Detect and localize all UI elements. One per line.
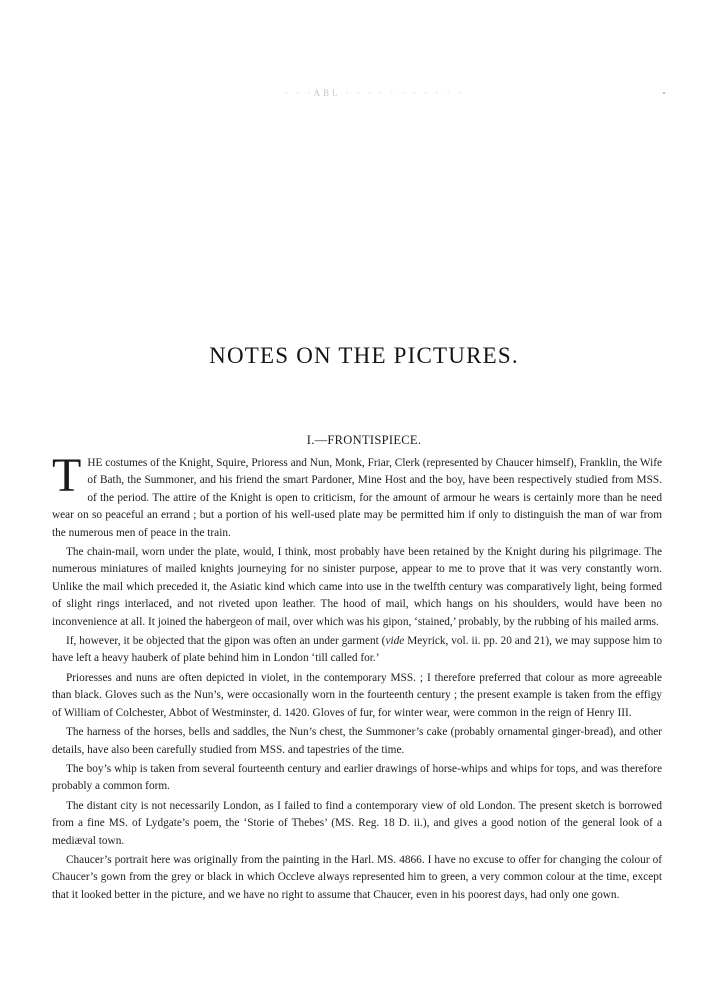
paragraph-costumes	[52, 449, 662, 542]
paragraph-text-part: If, however, it be objected that the gipon was often an under garment (	[66, 635, 386, 648]
paragraph-prioresses: Prioresses and nuns are often depicted in violet, in the contemporary MSS. ; I therefore preferred that colour as more agreeable than black. Gloves such as the Nun’s, were occasionally worn in the fourteenth century ; the present example is taken from the effigy of William of Colchester, Abbot of Westminster, d. 1420. Gloves of fur, for winter wear, were common in the reign of Henry III.	[52, 671, 662, 719]
paragraph-gipon	[52, 633, 662, 668]
paragraph-portrait: Chaucer’s portrait here was originally from the painting in the Harl. MS. 4866. I have no excuse to offer for changing the colour of Chaucer’s gown from the grey or black in which Occleve always represented him to green, a very common colour at the time, except that it looked better in the picture, and we have no right to assume that Chaucer, even in his poorest days, had only one gown.	[52, 853, 662, 901]
paragraph-text-part: Meyrick, vol. ii. pp. 20 and 21), we may suppose him to have left a heavy hauberk of plate behind him in London ‘till called for.’	[52, 635, 663, 665]
paragraph-city: The distant city is not necessarily London, as I failed to find a contemporary view of old London. The present sketch is borrowed from a fine MS. of Lydgate’s poem, the ‘Storie of Thebes’ (MS. Reg. 18 D. ii.), and gives a good notion of the general look of a mediæval town.	[52, 799, 662, 847]
drop-cap: T	[52, 449, 82, 502]
italic-vide: vide	[385, 635, 405, 648]
paragraph-text: HE costumes of the Knight, Squire, Prioress and Nun, Monk, Friar, Clerk (represented by Chaucer himself), Franklin, the Wife of Bath, the Summoner, and his friend the smart Pardoner, Mine Host and the boy, have been respectively studied from MSS. of the period. The attire of the Knight is open to criticism, for the amount of armour he wears is certainly more than he need wear on so peaceful an errand ; but a portion of his well-used plate may be permitted him if only to distinguish the man of war from the numerous men of peace in the train.	[52, 457, 662, 539]
paragraph-harness: The harness of the horses, bells and saddles, the Nun’s chest, the Summoner’s cake (probably ornamental ginger-bread), and other details, have also been carefully studied from MSS. and tapestries of the time.	[52, 726, 662, 756]
body-text	[52, 449, 663, 906]
bleed-through-text: · · ·ABL · · · · · · · · · · ·	[285, 88, 464, 98]
page-speck	[663, 92, 665, 94]
paragraph-chain-mail: The chain-mail, worn under the plate, would, I think, most probably have been retained by the Knight during his pilgrimage. The numerous miniatures of mailed knights journeying for no sinister purpose, appear to me to prove that it was very constantly worn. Unlike the mail which preceded it, the Asiatic kind which came into use in the twelfth century was comparatively light, being formed of slight rings interlaced, and not riveted upon leather. The hood of mail, which hangs on his shoulders, would have been no inconvenience at all. It joined the habergeon of mail, over which was his gipon, ‘stained,’ probably, by the rubbing of his mailed arms.	[52, 546, 662, 628]
page-title: NOTES ON THE PICTURES.	[209, 343, 519, 368]
paragraph-whip: The boy’s whip is taken from several fourteenth century and earlier drawings of horse-whips and whips for tops, and was therefore probably a common form.	[52, 762, 662, 793]
section-heading: I.—FRONTISPIECE.	[306, 433, 422, 447]
